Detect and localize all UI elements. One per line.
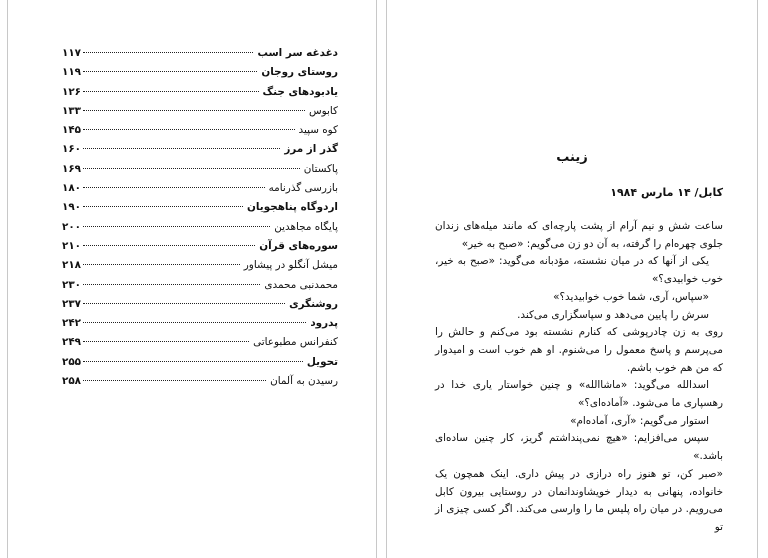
toc-entry [62,221,338,240]
paragraph: روی به زن چادرپوشی که کنارم نشسته بود می‌کنم و حالش را می‌پرسم و پاسخ معمول را می‌شنوم. او هم خوب است و امیدوار که من هم خوب باشم. [435,326,723,374]
toc-entry-title: میشل آنگلو در پیشاور [243,259,338,272]
toc-entry-page: ۲۴۹ [62,336,82,349]
toc-entry-page: ۱۳۳ [62,104,82,117]
toc-entry-page: ۲۴۲ [62,317,82,330]
toc-entry-title: بازرسی گذرنامه [268,182,338,195]
right-page [386,0,758,558]
toc-entry-page: ۱۴۵ [62,124,82,137]
toc-entry-page: ۲۵۵ [62,355,82,368]
chapter-title: زینب [556,150,588,165]
toc-dot-leader [83,284,260,285]
toc-dot-leader [83,129,294,130]
paragraph: سپس می‌افزایم: «هیچ نمی‌پنداشتم گریز، کار چنین ساده‌ای باشد.» [435,432,723,463]
toc-entry [62,47,338,66]
paragraph: «صبر کن، تو هنوز راه درازی در پیش داری. اینک همچون یک خانواده، پنهانی به دیدار خویشاوندانمان در روستایی بیرون کابل می‌رویم. در میان راه پلیس ما را وارسی می‌کند. اگر کسی چیزی از تو [435,467,723,533]
toc-entry-page: ۲۳۰ [62,278,82,291]
toc-entry-title: کنفرانس مطبوعاتی [253,336,338,349]
toc-entry-title: پایگاه مجاهدین [274,220,338,233]
toc-entry-page: ۲۰۰ [62,220,82,233]
toc-dot-leader [83,206,243,207]
toc-dot-leader [83,245,255,246]
toc-dot-leader [83,52,253,53]
toc-entry-title: پاکستان [303,162,338,175]
toc-entry-title: روشنگری [289,297,338,310]
toc-entry-page: ۱۲۶ [62,85,82,98]
toc-entry-page: ۱۶۰ [62,143,82,156]
toc-entry-page: ۱۶۹ [62,162,82,175]
toc-dot-leader [83,264,240,265]
toc-entry-page: ۲۵۸ [62,375,82,388]
toc-dot-leader [83,110,305,111]
toc-entry-page: ۱۱۷ [62,47,82,59]
toc-entry-title: دغدغه سر اسب [257,47,338,59]
toc-entry-title: روستای روجان [261,66,338,79]
toc-dot-leader [83,71,257,72]
toc-entry [62,86,338,105]
table-of-contents [62,47,338,394]
toc-entry-title: تحویل [306,355,338,368]
toc-dot-leader [83,187,265,188]
toc-entry-page: ۱۸۰ [62,182,82,195]
toc-entry [62,240,338,259]
toc-entry-page: ۲۱۰ [62,239,82,252]
toc-entry [62,336,338,355]
toc-entry-title: یادبودهای جنگ [262,85,338,98]
toc-dot-leader [83,303,285,304]
toc-entry [62,298,338,317]
toc-entry [62,259,338,278]
toc-entry [62,182,338,201]
paragraph: یکی از آنها که در میان نشسته، مؤدبانه می‌گوید: «صبح به خیر، خوب خوابیدی؟» [435,255,723,286]
toc-entry-title: گذر از مرز [284,143,338,156]
toc-entry-title: پدرود [310,317,338,330]
toc-entry-title: اردوگاه پناهجویان [247,201,338,214]
paragraph: سرش را پایین می‌دهد و سپاسگزاری می‌کند. [517,308,709,321]
toc-dot-leader [83,148,280,149]
toc-entry [62,163,338,182]
paragraph: استوار می‌گویم: «آری، آماده‌ام» [570,414,709,427]
toc-entry [62,201,338,220]
paragraph: اسدالله می‌گوید: «ماشاالله» و چنین خواستار یاری خدا در رهسپاری ما می‌شود. «آماده‌ای؟» [435,379,723,410]
paragraph: ساعت شش و نیم آرام از پشت پارچه‌ای که مانند میله‌های زندان جلوی چهره‌ام را گرفته، به آن دو زن می‌گویم: «صبح به خیر» [435,220,723,250]
left-page [7,0,377,558]
toc-entry-title: رسیدن به آلمان [270,375,338,388]
toc-entry [62,375,338,394]
toc-entry-page: ۲۳۷ [62,297,82,310]
toc-entry-page: ۲۱۸ [62,259,82,272]
toc-entry-page: ۱۱۹ [62,66,82,79]
toc-entry [62,317,338,336]
toc-dot-leader [83,361,303,362]
toc-dot-leader [83,380,266,381]
toc-entry [62,143,338,162]
chapter-body [435,218,723,537]
toc-entry-title: کوه سپید [298,124,338,137]
toc-entry-title: محمدنبی محمدی [264,278,338,291]
toc-entry-page: ۱۹۰ [62,201,82,214]
toc-dot-leader [83,341,249,342]
toc-entry [62,124,338,143]
toc-entry [62,356,338,375]
toc-entry [62,105,338,124]
toc-dot-leader [83,91,258,92]
toc-dot-leader [83,226,270,227]
toc-entry [62,66,338,85]
toc-entry-title: سوره‌های قرآن [259,239,338,252]
toc-dot-leader [83,168,300,169]
toc-entry-title: کابوس [308,104,338,117]
paragraph: «سپاس، آری، شما خوب خوابیدید؟» [553,290,709,303]
toc-dot-leader [83,322,306,323]
toc-entry [62,279,338,298]
chapter-dateline: کابل/ ۱۴ مارس ۱۹۸۴ [610,186,723,199]
